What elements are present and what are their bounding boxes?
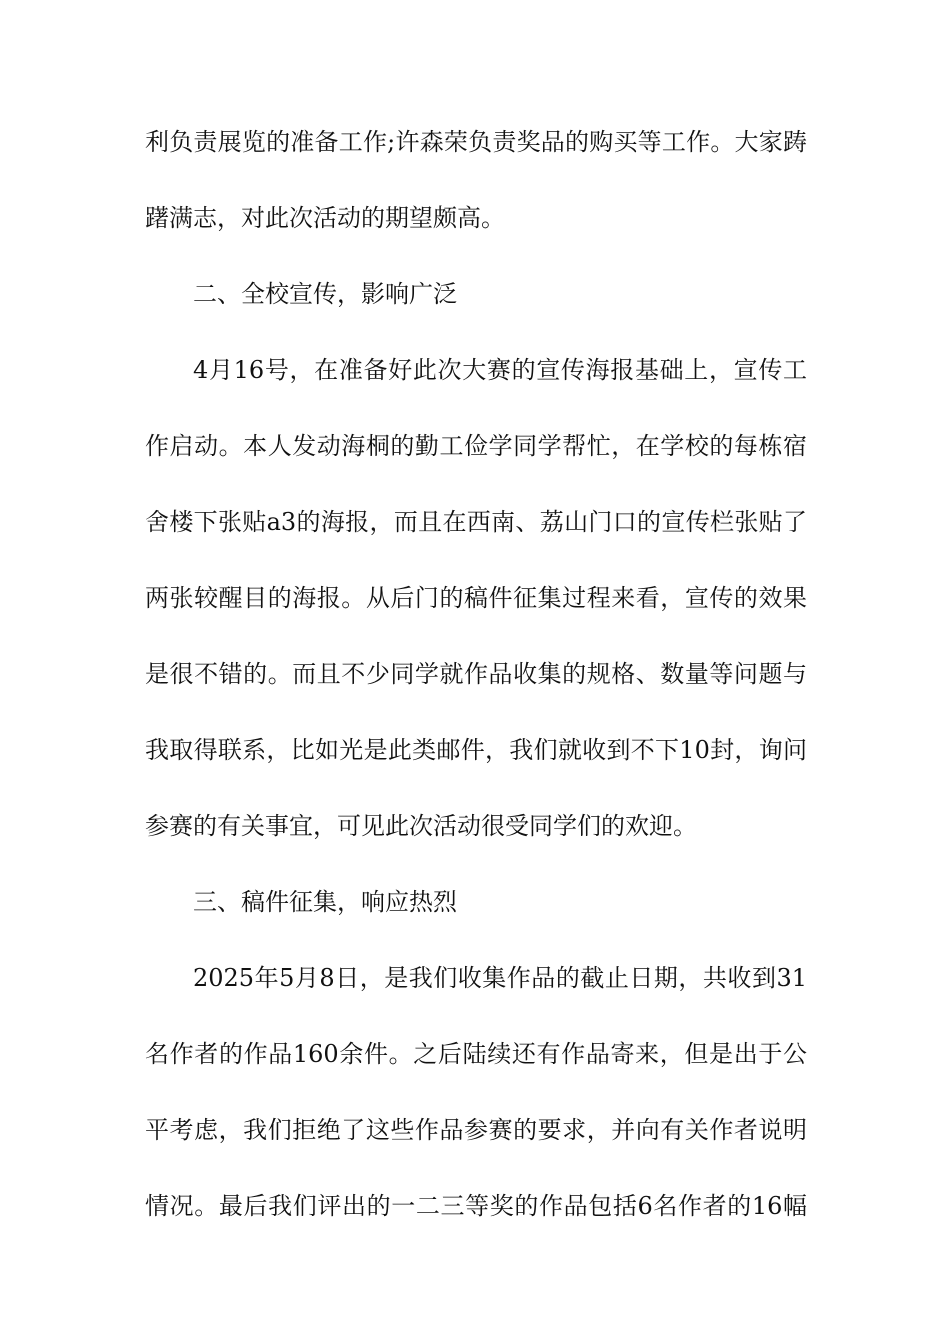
body-line: 两张较醒目的海报。从后门的稿件征集过程来看，宣传的效果 [145, 584, 807, 612]
body-line: 舍楼下张贴a3的海报，而且在西南、荔山门口的宣传栏张贴了 [145, 508, 807, 536]
section-heading: 二、全校宣传，影响广泛 [193, 280, 457, 308]
body-line: 名作者的作品160余件。之后陆续还有作品寄来，但是出于公 [145, 1040, 807, 1068]
body-line: 是很不错的。而且不少同学就作品收集的规格、数量等问题与 [145, 660, 807, 688]
body-line: 4月16号，在准备好此次大赛的宣传海报基础上，宣传工 [193, 356, 807, 384]
body-line: 情况。最后我们评出的一二三等奖的作品包括6名作者的16幅 [145, 1192, 807, 1220]
section-heading: 三、稿件征集，响应热烈 [193, 888, 457, 916]
body-line: 我取得联系，比如光是此类邮件，我们就收到不下10封，询问 [145, 736, 807, 764]
body-line: 平考虑，我们拒绝了这些作品参赛的要求，并向有关作者说明 [145, 1116, 807, 1144]
body-line: 躇满志，对此次活动的期望颇高。 [145, 204, 505, 232]
body-line: 利负责展览的准备工作;许森荣负责奖品的购买等工作。大家踌 [145, 128, 807, 156]
body-line: 参赛的有关事宜，可见此次活动很受同学们的欢迎。 [145, 812, 697, 840]
body-line: 作启动。本人发动海桐的勤工俭学同学帮忙，在学校的每栋宿 [145, 432, 807, 460]
body-line: 2025年5月8日，是我们收集作品的截止日期，共收到31 [193, 964, 807, 992]
document-body [145, 123, 807, 1263]
